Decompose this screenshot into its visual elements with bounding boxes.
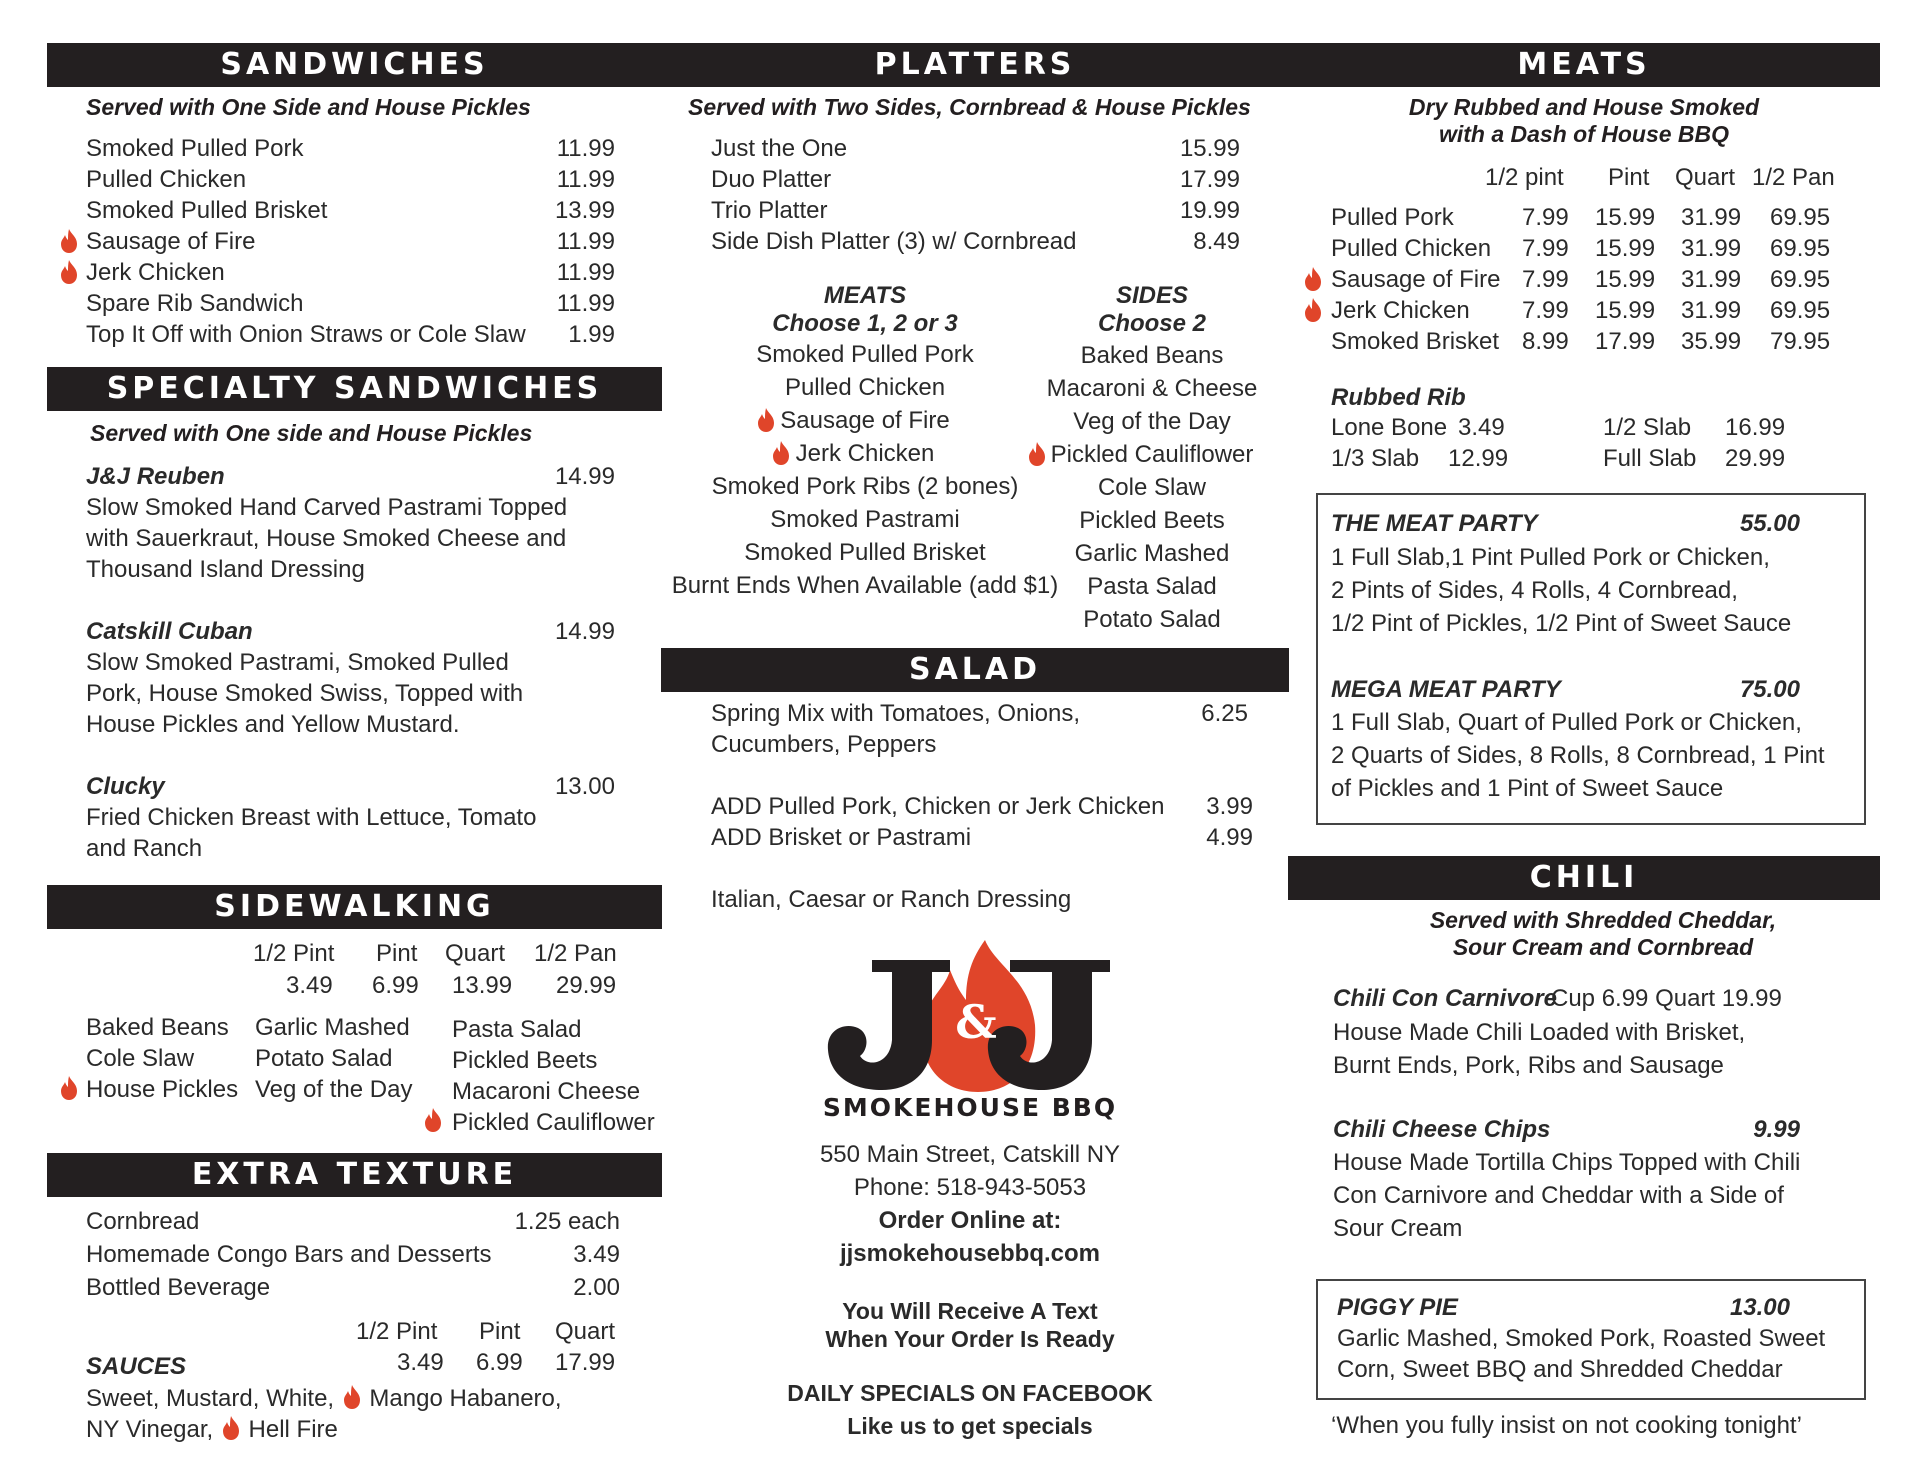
sandwich-item-price: 11.99 [556, 290, 615, 317]
meat-item-price: 15.99 [1595, 297, 1656, 324]
chili-item-desc: Burnt Ends, Pork, Ribs and Sausage [1333, 1052, 1724, 1079]
specialty-item-desc: House Pickles and Yellow Mustard. [86, 711, 460, 738]
sauce-size-label: Pint [479, 1318, 521, 1345]
website-link[interactable]: jjsmokehousebbq.com [839, 1240, 1101, 1267]
side-item: House Pickles [86, 1076, 239, 1103]
meat-item-name: Jerk Chicken [1331, 297, 1470, 324]
side-item: Veg of the Day [255, 1076, 413, 1103]
meat-item-price: 69.95 [1770, 235, 1831, 262]
text-notice [760, 1297, 1180, 1353]
order-online-label: Order Online at: [878, 1207, 1062, 1234]
meats-choice-rule: Choose 1, 2 or 3 [772, 310, 958, 337]
meat-item-price: 31.99 [1681, 235, 1742, 262]
logo-tagline: SMOKEHOUSE BBQ [822, 1093, 1118, 1122]
specialty-item-price: 14.99 [554, 618, 615, 645]
sauce-size-price: 6.99 [476, 1349, 523, 1376]
platter-side-option: Pickled Beets [1079, 507, 1225, 534]
platter-item-price: 17.99 [1179, 166, 1240, 193]
meat-party-price: 55.00 [1739, 510, 1800, 537]
extra-item-price: 3.49 [573, 1241, 620, 1268]
mega-party-desc: 1 Full Slab, Quart of Pulled Pork or Chicken, [1331, 709, 1802, 736]
flame-icon [220, 1415, 242, 1441]
sides-choice-head: SIDES [1115, 282, 1189, 309]
meat-item-price: 69.95 [1770, 204, 1831, 231]
salad-add2-price: 4.99 [1206, 824, 1253, 851]
flame-icon [1026, 441, 1048, 467]
platters-header: PLATTERS [661, 43, 1289, 87]
platter-side-option: Veg of the Day [1073, 408, 1231, 435]
specialty-item-desc: Fried Chicken Breast with Lettuce, Tomato [86, 804, 537, 831]
sandwich-item-name: Spare Rib Sandwich [86, 290, 304, 317]
text-notice-line1: You Will Receive A Text [842, 1298, 1098, 1324]
flame-icon [755, 407, 777, 433]
mega-party-price: 75.00 [1739, 676, 1800, 703]
rib-half-slab: 1/2 Slab [1603, 414, 1692, 441]
flame-icon [58, 259, 80, 285]
extra-texture-header: EXTRA TEXTURE [47, 1153, 662, 1197]
mega-party-name: MEGA MEAT PARTY [1331, 676, 1561, 703]
side-item: Potato Salad [255, 1045, 393, 1072]
sandwich-item-price: 11.99 [556, 166, 615, 193]
specialty-subtitle: Served with One side and House Pickles [90, 420, 533, 446]
extra-item-name: Bottled Beverage [86, 1274, 271, 1301]
sauces-line2 [86, 1415, 338, 1445]
platter-item-price: 19.99 [1179, 197, 1240, 224]
size-label: Quart [445, 940, 506, 967]
mega-party-desc: of Pickles and 1 Pint of Sweet Sauce [1331, 775, 1724, 802]
tagline-quote: ‘When you fully insist on not cooking tonight’ [1331, 1412, 1802, 1439]
piggy-pie-price: 13.00 [1729, 1294, 1790, 1321]
daily-specials: DAILY SPECIALS ON FACEBOOK [787, 1380, 1153, 1406]
flame-icon [1302, 297, 1324, 323]
specialty-item-desc: Pork, House Smoked Swiss, Topped with [86, 680, 524, 707]
flame-icon [422, 1107, 444, 1133]
sauces-line1 [86, 1384, 562, 1414]
text-notice-line2: When Your Order Is Ready [825, 1326, 1115, 1352]
salad-dressing: Italian, Caesar or Ranch Dressing [711, 886, 1072, 913]
platter-meat-option: Sausage of Fire [780, 407, 950, 434]
chili-subtitle-line2: Sour Cream and Cornbread [1452, 934, 1754, 960]
specialty-item-name: Catskill Cuban [86, 618, 253, 645]
size-price: 29.99 [556, 972, 617, 999]
piggy-pie-desc: Corn, Sweet BBQ and Shredded Cheddar [1337, 1356, 1783, 1383]
mega-party-desc: 2 Quarts of Sides, 8 Rolls, 8 Cornbread, 1 Pint [1331, 742, 1825, 769]
platter-meat-option: Jerk Chicken [795, 440, 935, 467]
platter-meat-option: Burnt Ends When Available (add $1) [671, 572, 1059, 599]
platter-meat-option: Smoked Pulled Brisket [744, 539, 986, 566]
chili-chips-desc: Sour Cream [1333, 1215, 1463, 1242]
platter-item-name: Side Dish Platter (3) w/ Cornbread [711, 228, 1077, 255]
side-item: Pasta Salad [452, 1016, 582, 1043]
meat-item-price: 8.99 [1522, 328, 1569, 355]
meat-size-label: Quart [1675, 164, 1736, 191]
piggy-pie-name: PIGGY PIE [1337, 1294, 1458, 1321]
platter-meat-option: Smoked Pork Ribs (2 bones) [711, 473, 1019, 500]
platter-side-option: Cole Slaw [1097, 474, 1207, 501]
meat-item-price: 15.99 [1595, 266, 1656, 293]
flame-icon [1302, 266, 1324, 292]
salad-line1: Spring Mix with Tomatoes, Onions, [711, 700, 1081, 727]
sandwiches-subtitle: Served with One Side and House Pickles [86, 94, 531, 120]
sauce-names: Sweet, Mustard, White, [86, 1385, 341, 1412]
salad-price: 6.25 [1201, 700, 1248, 727]
specialty-item-desc: Slow Smoked Hand Carved Pastrami Topped [86, 494, 568, 521]
size-price: 3.49 [286, 972, 333, 999]
extra-item-price: 2.00 [573, 1274, 620, 1301]
salad-line2: Cucumbers, Peppers [711, 731, 937, 758]
meat-party-name: THE MEAT PARTY [1331, 510, 1538, 537]
sauce-size-price: 3.49 [397, 1349, 444, 1376]
sandwich-item-price: 11.99 [556, 259, 615, 286]
phone: Phone: 518-943-5053 [853, 1174, 1087, 1201]
side-item: Baked Beans [86, 1014, 229, 1041]
specialty-item-name: Clucky [86, 773, 165, 800]
meat-item-price: 17.99 [1595, 328, 1656, 355]
sauces-label: SAUCES [86, 1353, 187, 1380]
sauce-spicy-name: Mango Habanero, [362, 1385, 562, 1412]
logo-ampersand: & [955, 995, 997, 1049]
rib-lone-bone: Lone Bone [1331, 414, 1448, 441]
chili-header: CHILI [1288, 856, 1880, 900]
flame-icon [58, 1075, 80, 1101]
sandwich-item-price: 1.99 [568, 321, 615, 348]
specialty-item-desc: Thousand Island Dressing [86, 556, 365, 583]
salad-add2: ADD Brisket or Pastrami [711, 824, 972, 851]
meat-item-name: Pulled Chicken [1331, 235, 1492, 262]
meats-choice-head: MEATS [823, 282, 907, 309]
meat-item-price: 31.99 [1681, 266, 1742, 293]
sandwich-item-name: Pulled Chicken [86, 166, 247, 193]
sandwich-item-price: 11.99 [556, 135, 615, 162]
meat-item-price: 69.95 [1770, 297, 1831, 324]
platter-side-option: Garlic Mashed [1074, 540, 1230, 567]
jj-logo-graphic [810, 930, 1130, 1100]
platter-item-name: Trio Platter [711, 197, 828, 224]
platter-side-option: Macaroni & Cheese [1046, 375, 1258, 402]
meat-item-price: 7.99 [1522, 266, 1569, 293]
specialty-item-desc: Slow Smoked Pastrami, Smoked Pulled [86, 649, 509, 676]
sidewalking-header: SIDEWALKING [47, 885, 662, 929]
rib-half-slab-price: 16.99 [1725, 414, 1786, 441]
sandwich-item-name: Jerk Chicken [86, 259, 225, 286]
platter-item-name: Just the One [711, 135, 848, 162]
platters-subtitle: Served with Two Sides, Cornbread & House Pickles [688, 94, 1251, 120]
chili-chips-desc: House Made Tortilla Chips Topped with Chili [1333, 1149, 1801, 1176]
platter-meat-option: Smoked Pulled Pork [756, 341, 974, 368]
salad-header: SALAD [661, 648, 1289, 692]
specialty-item-name: J&J Reuben [86, 463, 225, 490]
flame-icon [341, 1384, 363, 1410]
facebook-notice [740, 1377, 1200, 1443]
meat-party-desc: 1 Full Slab,1 Pint Pulled Pork or Chicken, [1331, 544, 1770, 571]
specialty-item-desc: with Sauerkraut, House Smoked Cheese and [86, 525, 567, 552]
platter-side-option: Pickled Cauliflower [1050, 441, 1254, 468]
meat-party-desc: 2 Pints of Sides, 4 Rolls, 4 Cornbread, [1331, 577, 1738, 604]
meat-item-price: 7.99 [1522, 235, 1569, 262]
chili-item-sizes: Cup 6.99 Quart 19.99 [1551, 985, 1782, 1012]
salad-add1-price: 3.99 [1206, 793, 1253, 820]
chili-chips-price: 9.99 [1753, 1116, 1800, 1143]
rib-full-slab: Full Slab [1603, 445, 1697, 472]
platter-side-option: Pasta Salad [1087, 573, 1217, 600]
sandwich-item-name: Sausage of Fire [86, 228, 256, 255]
sandwich-item-name: Smoked Pulled Brisket [86, 197, 328, 224]
meat-item-price: 35.99 [1681, 328, 1742, 355]
address: 550 Main Street, Catskill NY [819, 1141, 1121, 1168]
logo-contact [760, 1138, 1180, 1270]
side-item: Cole Slaw [86, 1045, 195, 1072]
platter-side-option: Baked Beans [1080, 342, 1224, 369]
sauce-size-label: Quart [555, 1318, 616, 1345]
meats-subtitle [1288, 94, 1880, 148]
platter-meat-option: Pulled Chicken [784, 374, 946, 401]
chili-subtitle-line1: Served with Shredded Cheddar, [1429, 907, 1777, 933]
platter-side-option: Potato Salad [1083, 606, 1221, 633]
logo-left-j [828, 960, 950, 1090]
chili-chips-desc: Con Carnivore and Cheddar with a Side of [1333, 1182, 1784, 1209]
meats-subtitle-line2: with a Dash of House BBQ [1438, 121, 1730, 147]
chili-item-name: Chili Con Carnivore [1333, 985, 1558, 1012]
sauce-names: NY Vinegar, [86, 1416, 220, 1443]
meats-subtitle-line1: Dry Rubbed and House Smoked [1408, 94, 1760, 120]
rib-third-slab-price: 12.99 [1448, 445, 1509, 472]
platter-item-price: 15.99 [1179, 135, 1240, 162]
sauce-size-price: 17.99 [555, 1349, 616, 1376]
platter-item-price: 8.49 [1193, 228, 1240, 255]
meat-size-label: 1/2 Pan [1752, 164, 1835, 191]
meats-header: MEATS [1288, 43, 1880, 87]
rubbed-rib-label: Rubbed Rib [1331, 384, 1466, 411]
meat-party-desc: 1/2 Pint of Pickles, 1/2 Pint of Sweet Sauce [1331, 610, 1792, 637]
extra-item-name: Homemade Congo Bars and Desserts [86, 1241, 492, 1268]
sides-choice-rule: Choose 2 [1097, 310, 1207, 337]
meat-item-price: 7.99 [1522, 204, 1569, 231]
meat-size-label: Pint [1608, 164, 1650, 191]
rib-full-slab-price: 29.99 [1725, 445, 1786, 472]
meat-size-label: 1/2 pint [1485, 164, 1564, 191]
sandwich-item-price: 13.99 [554, 197, 615, 224]
chili-chips-name: Chili Cheese Chips [1333, 1116, 1551, 1143]
specialty-header: SPECIALTY SANDWICHES [47, 367, 662, 411]
meat-item-price: 15.99 [1595, 204, 1656, 231]
specialty-item-price: 14.99 [554, 463, 615, 490]
size-price: 6.99 [372, 972, 419, 999]
meat-item-name: Sausage of Fire [1331, 266, 1501, 293]
like-us: Like us to get specials [847, 1413, 1093, 1439]
jj-logo [810, 930, 1130, 1100]
meat-item-price: 15.99 [1595, 235, 1656, 262]
side-item: Pickled Beets [452, 1047, 598, 1074]
side-item: Pickled Cauliflower [452, 1109, 655, 1136]
side-item: Macaroni Cheese [452, 1078, 641, 1105]
meat-item-price: 31.99 [1681, 204, 1742, 231]
meat-item-price: 79.95 [1770, 328, 1831, 355]
chili-item-desc: House Made Chili Loaded with Brisket, [1333, 1019, 1746, 1046]
size-price: 13.99 [452, 972, 513, 999]
size-label: 1/2 Pan [534, 940, 617, 967]
meat-item-price: 69.95 [1770, 266, 1831, 293]
sauce-size-label: 1/2 Pint [356, 1318, 438, 1345]
specialty-item-price: 13.00 [554, 773, 615, 800]
flame-icon [58, 228, 80, 254]
sandwiches-header: SANDWICHES [47, 43, 662, 87]
meat-item-price: 7.99 [1522, 297, 1569, 324]
piggy-pie-desc: Garlic Mashed, Smoked Pork, Roasted Sweet [1337, 1325, 1826, 1352]
meat-item-price: 31.99 [1681, 297, 1742, 324]
rib-third-slab: 1/3 Slab [1331, 445, 1420, 472]
specialty-item-desc: and Ranch [86, 835, 203, 862]
platter-meat-option: Smoked Pastrami [770, 506, 960, 533]
meat-item-name: Pulled Pork [1331, 204, 1454, 231]
sauce-spicy-name: Hell Fire [241, 1416, 338, 1443]
sandwich-item-name: Top It Off with Onion Straws or Cole Slaw [86, 321, 526, 348]
size-label: 1/2 Pint [253, 940, 335, 967]
platter-item-name: Duo Platter [711, 166, 832, 193]
side-item: Garlic Mashed [255, 1014, 410, 1041]
meat-item-name: Smoked Brisket [1331, 328, 1500, 355]
flame-icon [770, 440, 792, 466]
size-label: Pint [376, 940, 418, 967]
extra-item-name: Cornbread [86, 1208, 200, 1235]
sandwich-item-price: 11.99 [556, 228, 615, 255]
salad-add1: ADD Pulled Pork, Chicken or Jerk Chicken [711, 793, 1165, 820]
sandwich-item-name: Smoked Pulled Pork [86, 135, 304, 162]
extra-item-price: 1.25 each [514, 1208, 620, 1235]
chili-subtitle [1288, 907, 1918, 961]
rib-lone-bone-price: 3.49 [1458, 414, 1505, 441]
